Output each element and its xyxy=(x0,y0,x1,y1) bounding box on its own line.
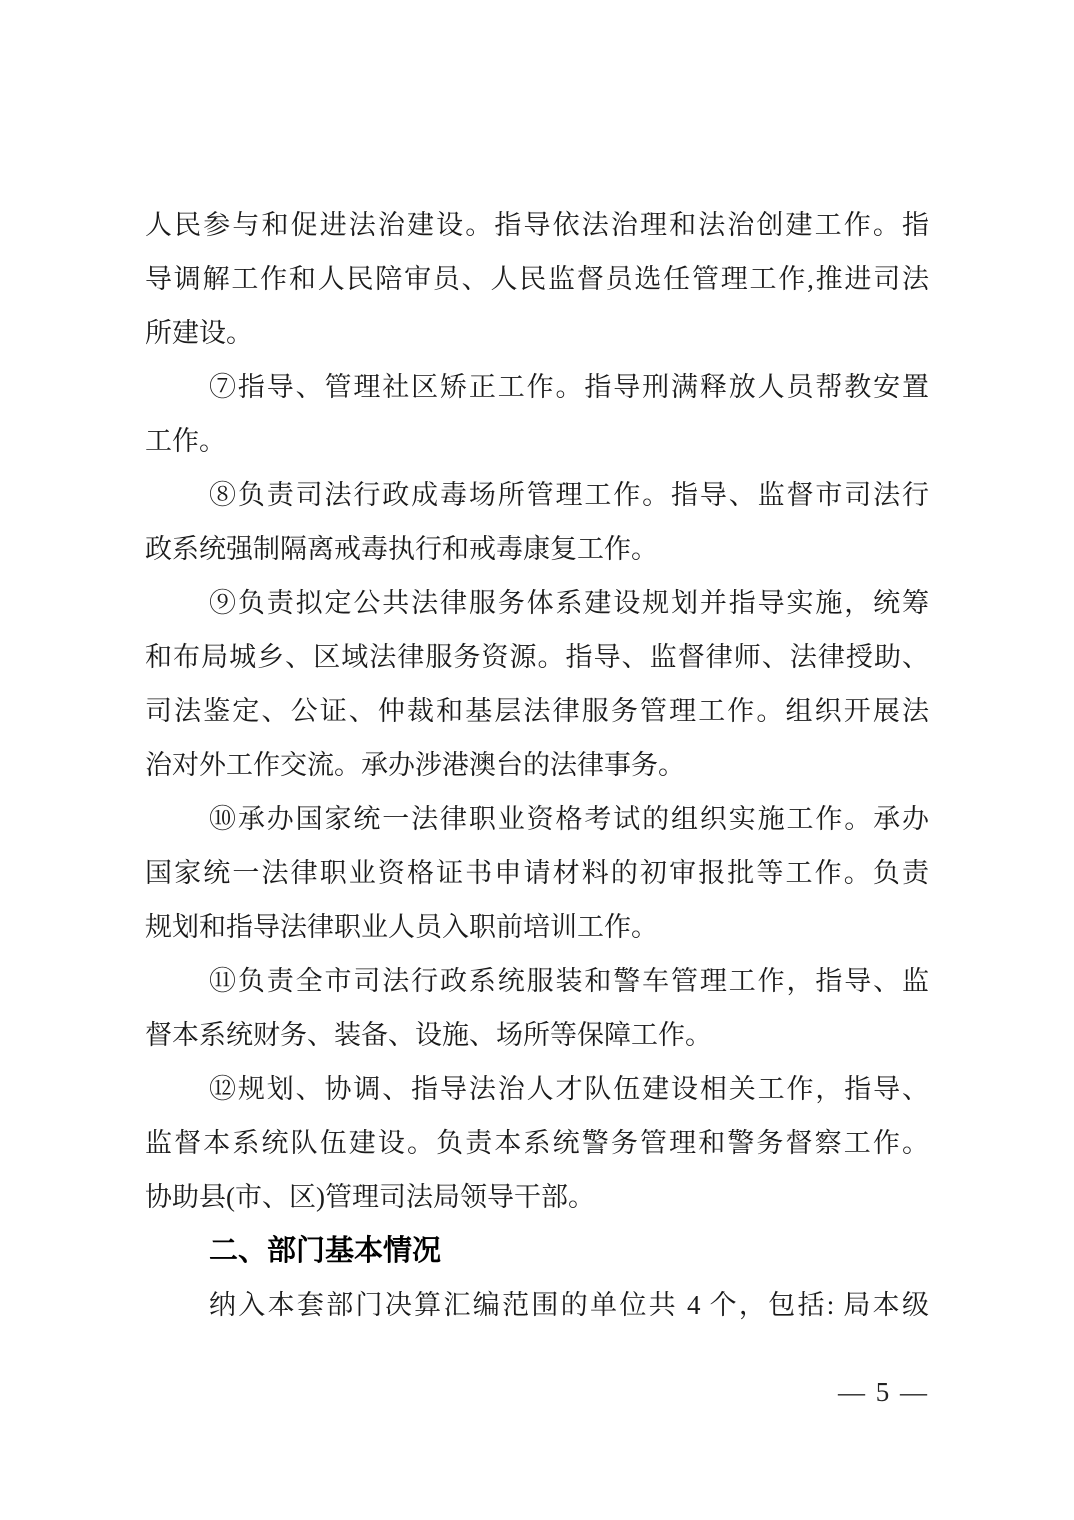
text-line: 协助县(市、区)管理司法局领导干部。 xyxy=(145,1182,595,1212)
text-line: 规划和指导法律职业人员入职前培训工作。 xyxy=(145,912,658,942)
paragraph xyxy=(145,198,929,360)
text-line: ⑦指导、管理社区矫正工作。指导刑满释放人员帮教安置 xyxy=(209,372,929,402)
page-footer xyxy=(838,1376,929,1408)
page-number: — 5 — xyxy=(838,1377,929,1407)
paragraph xyxy=(145,468,929,576)
text-line: 监督本系统队伍建设。负责本系统警务管理和警务督察工作。 xyxy=(145,1128,929,1158)
text-line: 政系统强制隔离戒毒执行和戒毒康复工作。 xyxy=(145,534,658,564)
text-line: 人民参与和促进法治建设。指导依法治理和法治创建工作。指 xyxy=(145,210,929,240)
text-line: 国家统一法律职业资格证书申请材料的初审报批等工作。负责 xyxy=(145,858,929,888)
text-line: 督本系统财务、装备、设施、场所等保障工作。 xyxy=(145,1020,712,1050)
text-line: 导调解工作和人民陪审员、人民监督员选任管理工作,推进司法 xyxy=(145,264,929,294)
paragraph xyxy=(145,1062,929,1224)
text-line: ⑧负责司法行政成毒场所管理工作。指导、监督市司法行 xyxy=(209,480,929,510)
paragraph xyxy=(145,576,929,792)
paragraph xyxy=(145,792,929,954)
text-line: ⑨负责拟定公共法律服务体系建设规划并指导实施，统筹 xyxy=(209,588,929,618)
text-line: ⑪负责全市司法行政系统服装和警车管理工作，指导、监 xyxy=(209,966,929,996)
text-line: ⑫规划、协调、指导法治人才队伍建设相关工作，指导、 xyxy=(209,1074,929,1104)
text-line: 和布局城乡、区域法律服务资源。指导、监督律师、法律授助、 xyxy=(145,642,929,672)
document-body xyxy=(145,198,929,1332)
paragraph xyxy=(145,360,929,468)
text-line: 工作。 xyxy=(145,426,226,456)
text-line: ⑩承办国家统一法律职业资格考试的组织实施工作。承办 xyxy=(209,804,929,834)
text-line: 治对外工作交流。承办涉港澳台的法律事务。 xyxy=(145,750,685,780)
paragraph xyxy=(145,954,929,1062)
text-line: 纳入本套部门决算汇编范围的单位共 4 个，包括: 局本级 xyxy=(209,1290,929,1320)
text-line: 所建设。 xyxy=(145,318,253,348)
section-heading: 二、部门基本情况 xyxy=(209,1235,442,1267)
paragraph xyxy=(145,1278,929,1332)
text-line: 司法鉴定、公证、仲裁和基层法律服务管理工作。组织开展法 xyxy=(145,696,929,726)
